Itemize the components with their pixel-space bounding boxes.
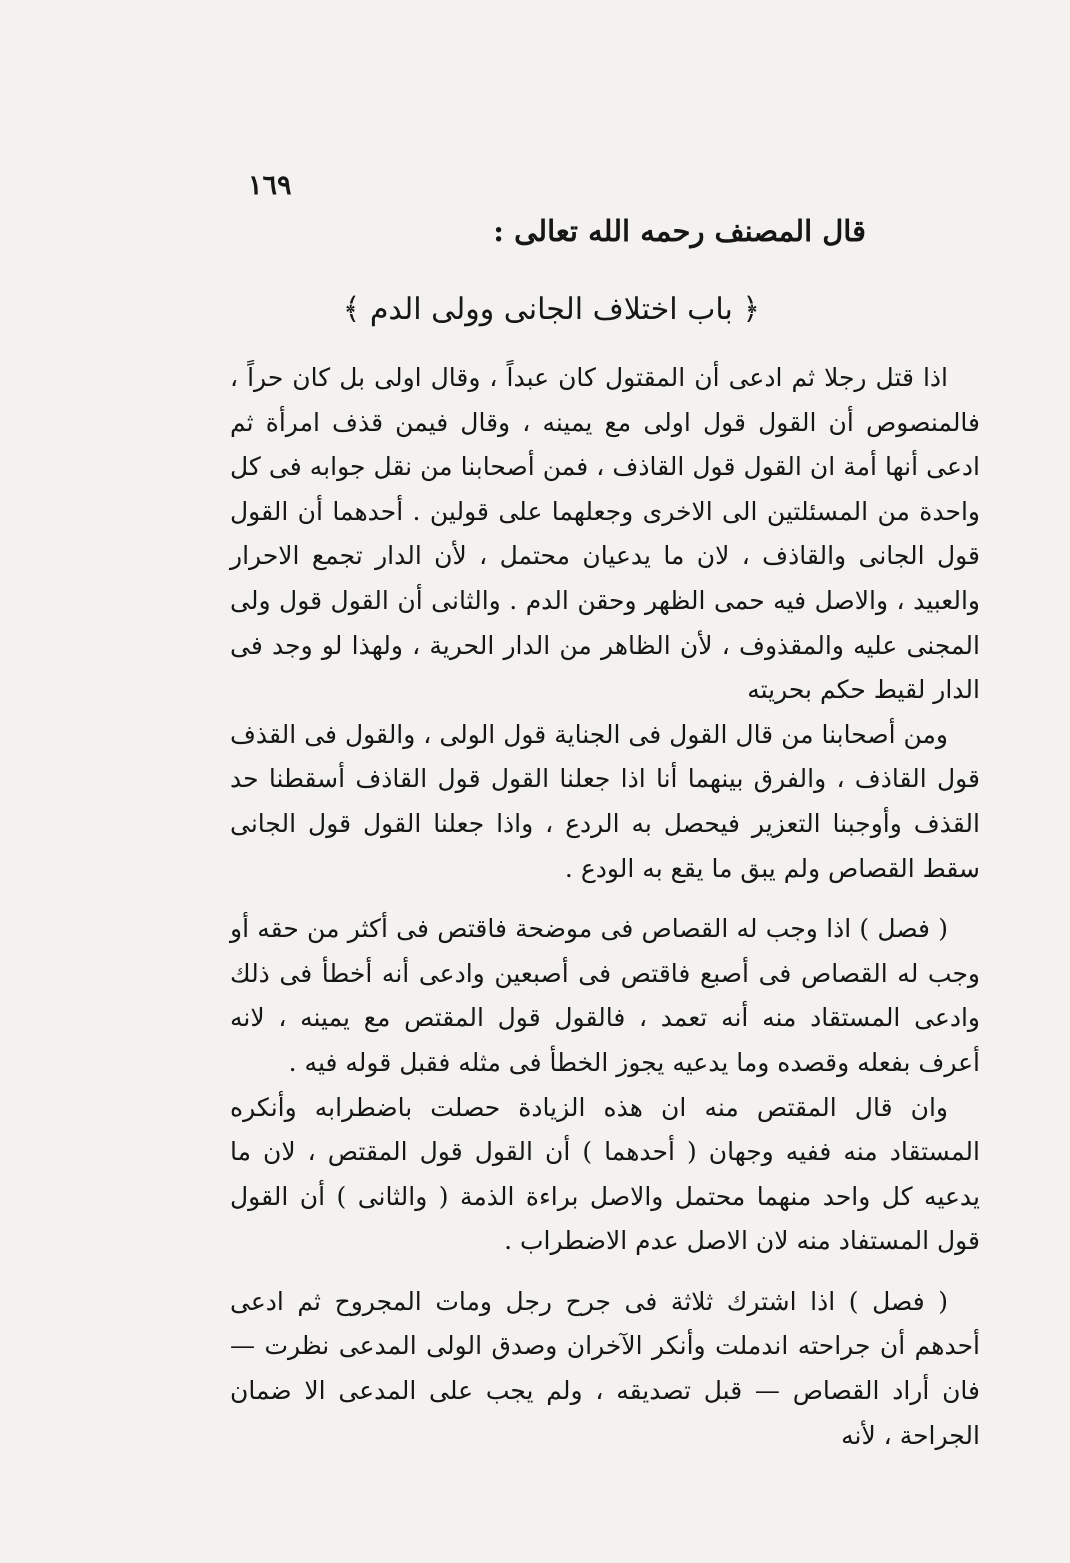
- paragraph: اذا قتل رجلا ثم ادعى أن المقتول كان عبداً ، وقال اولى بل كان حراً ، فالمنصوص أن القول قول اولى مع يمينه ، وقال فيمن قذف امرأة ثم ادعى أنها أمة ان القول قول القاذف ، فمن أصحابنا من نقل جوابه فى كل واحدة من المسئلتين الى الاخرى وجعلهما على قولين . أحدهما أن القول قول الجانى والقاذف ، لان ما يدعيان محتمل ، لأن الدار تجمع الاحرار والعبيد ، والاصل فيه حمى الظهر وحقن الدم . والثانى أن القول قول ولى المجنى عليه والمقذوف ، لأن الظاهر من الدار الحرية ، ولهذا لو وجد فى الدار لقيط حكم بحريته: [230, 363, 980, 705]
- paragraph: ( فصل ) اذا وجب له القصاص فى موضحة فاقتص فى أكثر من حقه أو وجب له القصاص فى أصبع فاقتص فى أصبعين وادعى أنه أخطأ فى ذلك وادعى المستقاد منه أنه تعمد ، فالقول قول المقتص مع يمينه ، لانه أعرف بفعله وقصده وما يدعيه يجوز الخطأ فى مثله فقبل قوله فيه .: [230, 914, 980, 1077]
- paragraph: ( فصل ) اذا اشترك ثلاثة فى جرح رجل ومات المجروح ثم ادعى أحدهم أن جراحته اندملت وأنكر الآخران وصدق الولى المدعى نظرت — فان أراد القصاص — قبل تصديقه ، ولم يجب على المدعى الا ضمان الجراحة ، لأنه: [230, 1286, 980, 1450]
- paragraph: ومن أصحابنا من قال القول فى الجناية قول الولى ، والقول فى القذف قول القاذف ، والفرق بينهما أنا اذا جعلنا القول قول القاذف أسقطنا حد القذف وأوجبنا التعزير فيحصل به الردع ، واذا جعلنا القول قول الجانى سقط القصاص ولم يبق ما يقع به الودع .: [230, 719, 980, 883]
- chapter-title: ﴿ باب اختلاف الجانى وولى الدم ﴾: [342, 292, 760, 327]
- section-intro: قال المصنف رحمه الله تعالى :: [493, 214, 866, 248]
- paragraph: وان قال المقتص منه ان هذه الزيادة حصلت باضطرابه وأنكره المستقاد منه ففيه وجهان ( أحدهما ) أن القول قول المقتص ، لان ما يدعيه كل واحد منهما محتمل والاصل براءة الذمة ( والثانى ) أن القول قول المستفاد منه لان الاصل عدم الاضطراب .: [230, 1092, 980, 1256]
- body-text: [230, 356, 980, 1458]
- page-number: ١٦٩: [248, 170, 292, 201]
